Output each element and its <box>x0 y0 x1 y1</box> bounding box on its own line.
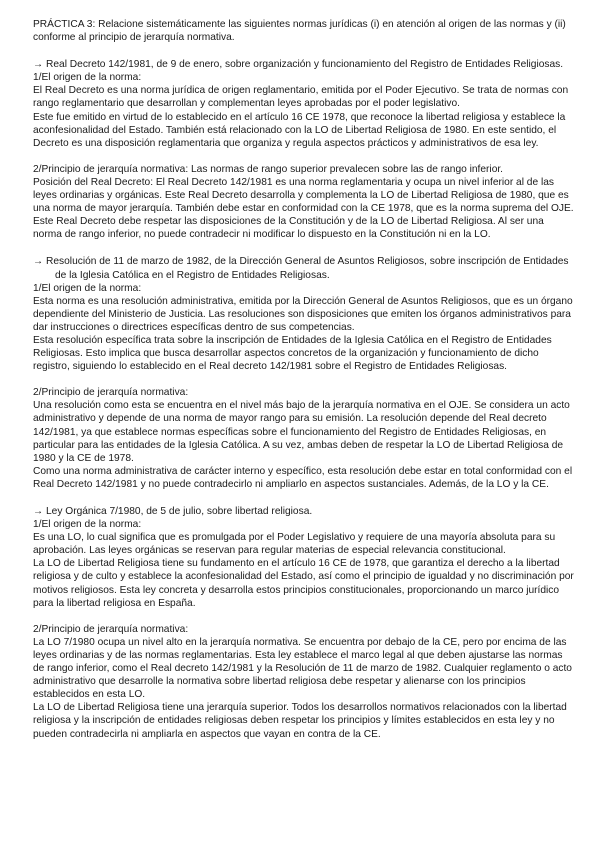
section-ley-organica <box>33 505 574 741</box>
spacer <box>33 610 574 623</box>
hierarchy-label: 2/Principio de jerarquía normativa: <box>33 623 189 635</box>
hierarchy-label: 2/Principio de jerarquía normativa: Las normas de rango superior prevalecen sobre las de rango inferior. <box>33 163 504 175</box>
origin-paragraph: Esta norma es una resolución administrativa, emitida por la Dirección General de Asuntos Religiosos, que es un órgano dependiente del Ministerio de Justicia. Las resoluciones son disposiciones que emiten los órganos administrativos para dar instrucciones o directrices específicas dentro de sus competencias. <box>33 295 573 333</box>
practice-title: PRÁCTICA 3: Relacione sistemáticamente las siguientes normas jurídicas (i) en atención al origen de las normas y (ii) conforme al principio de jerarquía normativa. <box>33 19 566 44</box>
spacer <box>33 150 574 163</box>
section-real-decreto <box>33 58 574 241</box>
spacer <box>33 373 574 386</box>
hierarchy-paragraph: La LO 7/1980 ocupa un nivel alto en la jerarquía normativa. Se encuentra por debajo de la CE, pero por encima de las leyes ordinarias y de las normas reglamentarias. Esta ley establece el marco legal al que deben ajustarse las normas de rango inferior, como el Real decreto 142/1981 y la Resolución de 11 de marzo de 1982. Cualquier reglamento o acto administrativo que desarrolle la normativa sobre libertad religiosa debe respetar y alienarse con los principios establecidos en esta LO. <box>33 636 572 701</box>
origin-paragraph: Este fue emitido en virtud de lo establecido en el artículo 16 CE 1978, que reconoce la libertad religiosa y establece la aconfesionalidad del Estado. También está relacionado con la LO de Libertad Religiosa de 1980. En este sentido, el Decreto es una disposición reglamentaria que organiza y regula aspectos prácticos y administrativos de esa ley. <box>33 111 566 149</box>
origin-paragraph: La LO de Libertad Religiosa tiene su fundamento en el artículo 16 CE de 1978, que garantiza el derecho a la libertad religiosa y de culto y establece la aconfesionalidad del Estado, así como el principio de igualdad y no discriminación por motivos religiosos. Esta ley concreta y desarrolla estos principios constitucionales, proporcionando un marco jurídico para la libertad religiosa en España. <box>33 558 574 609</box>
origin-paragraph: Esta resolución específica trata sobre la inscripción de Entidades de la Iglesia Católica en el Registro de Entidades Religiosas. Esto implica que busca desarrollar aspectos concretos de la organización y funcionamiento de dicho registro, siguiendo lo establecido en el Real decreto 142/1981 sobre el Registro de Entidades Religiosas. <box>33 334 552 373</box>
section-heading: → Real Decreto 142/1981, de 9 de enero, sobre organización y funcionamiento del Registro de Entidades Religiosas. <box>33 59 564 71</box>
section-heading: → Ley Orgánica 7/1980, de 5 de julio, sobre libertad religiosa. <box>33 506 313 517</box>
origin-paragraph: Es una LO, lo cual significa que es promulgada por el Poder Legislativo y requiere de una mayoría absoluta para su aprobación. Las leyes orgánicas se reservan para regular materias de especial relevancia constitucional. <box>33 532 556 557</box>
hierarchy-paragraph: Como una norma administrativa de carácter interno y específico, esta resolución debe estar en total conformidad con el Real Decreto 142/1981 y no puede contradecirlo ni ampliarlo en aspectos sustanciales. Además, de la LO y la CE. <box>33 465 573 490</box>
origin-label: 1/El origen de la norma: <box>33 519 142 531</box>
section-resolucion <box>33 255 574 491</box>
hierarchy-label: 2/Principio de jerarquía normativa: <box>33 387 189 399</box>
hierarchy-paragraph: Posición del Real Decreto: El Real Decreto 142/1981 es una norma reglamentaria y ocupa un nivel inferior al de las leyes ordinarias y orgánicas. Este Real Decreto desarrolla y complementa la LO de Libertad Religiosa de 1980, que es una norma de mayor jerarquía. También debe estar en conformidad con la CE 1978, que es la norma suprema del OJE. <box>33 176 574 215</box>
hierarchy-paragraph: La LO de Libertad Religiosa tiene una jerarquía superior. Todos los desarrollos normativos relacionados con la libertad religiosa y la inscripción de entidades religiosas deben respetar los principios y límites establecidos en esta ley y no pueden contradecirla ni ampliarla en aspectos que vayan en contra de la CE. <box>33 702 567 740</box>
hierarchy-paragraph: Una resolución como esta se encuentra en el nivel más bajo de la jerarquía normativa en el OJE. Se considera un acto administrativo y depende de una norma de mayor rango para su emisión. La resolución depende del Real decreto 142/1981, ya que establece normas específicas sobre el funcionamiento del Registro de Entidades Religiosas, en particular para las entidades de la Iglesia Católica. A su vez, ambas deben de respetar la LO de Libertad Religiosa de 1980 y la CE de 1978. <box>33 400 570 464</box>
origin-label: 1/El origen de la norma: <box>33 282 142 294</box>
section-heading: → Resolución de 11 de marzo de 1982, de la Dirección General de Asuntos Religiosos, sobre inscripción de Entidades de la Iglesia Católica en el Registro de Entidades Religiosas. <box>33 256 569 281</box>
origin-label: 1/El origen de la norma: <box>33 72 142 84</box>
hierarchy-paragraph: Este Real Decreto debe respetar las disposiciones de la Constitución y de la LO de Libertad Religiosa. Al ser una norma de rango inferior, no puede contradecir ni modificar lo dispuesto en la Constitución ni en la LO. <box>33 216 544 241</box>
origin-paragraph: El Real Decreto es una norma jurídica de origen reglamentario, emitida por el Poder Ejecutivo. Se trata de normas con rango reglamentario que desarrollan y complementan leyes aprobadas por el poder legislativo. <box>33 85 569 110</box>
